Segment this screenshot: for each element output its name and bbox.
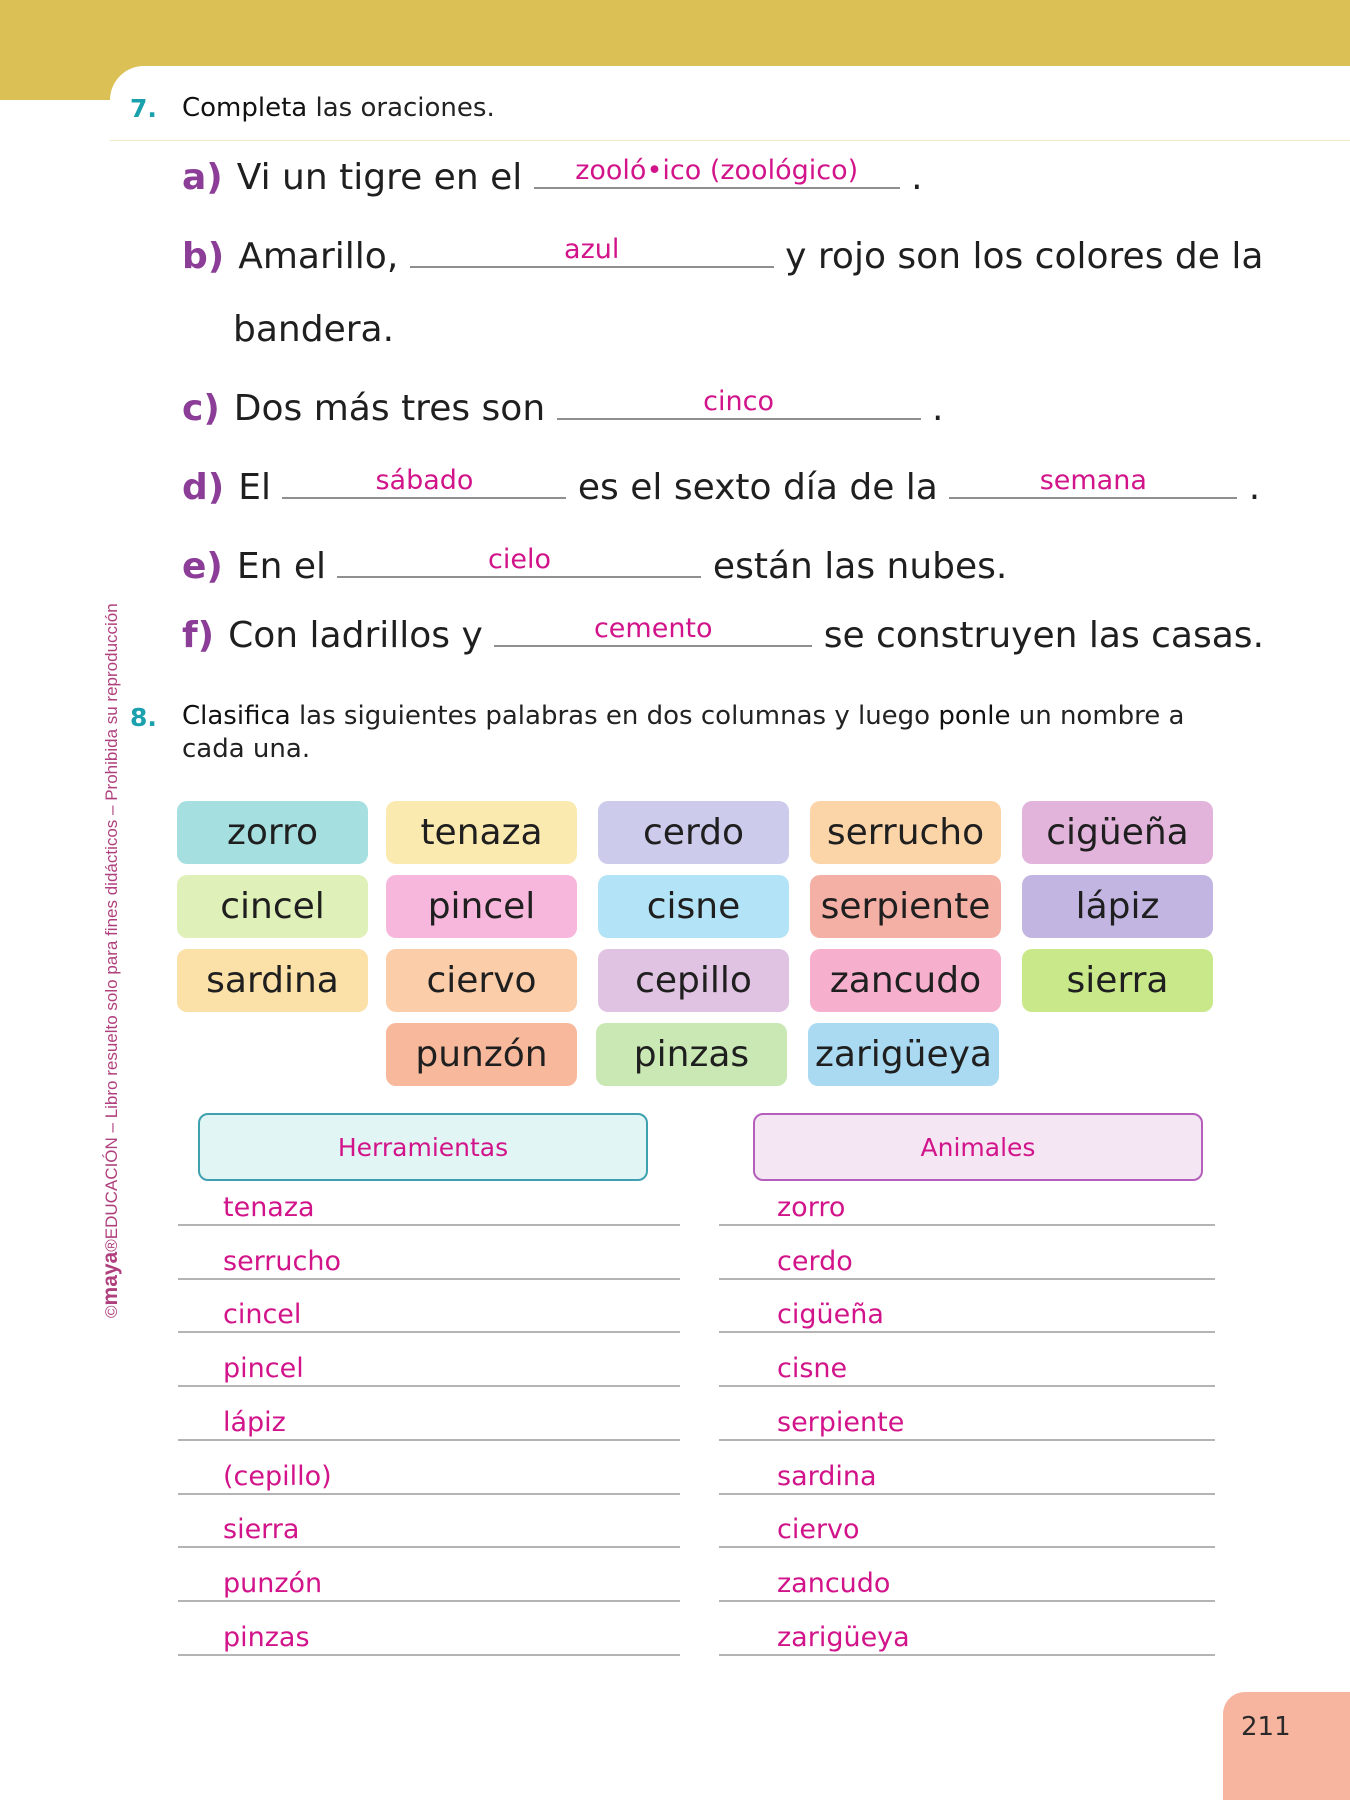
- item-label: f): [182, 615, 215, 656]
- sentence-text: se construyen las casas.: [812, 615, 1265, 656]
- q7-item-b: [182, 235, 1263, 279]
- answer-line[interactable]: [178, 1226, 680, 1280]
- word-chip: tenaza: [386, 801, 577, 864]
- word-chip: cepillo: [598, 949, 789, 1012]
- answer-line[interactable]: [178, 1441, 680, 1495]
- answer-text: ciervo: [777, 1514, 860, 1546]
- answer-text: serpiente: [777, 1406, 905, 1438]
- answer-text: sábado: [375, 465, 474, 496]
- answer-line[interactable]: [719, 1441, 1215, 1495]
- word-chip: zorro: [177, 801, 368, 864]
- answer-blank[interactable]: [494, 613, 812, 647]
- answer-line[interactable]: [178, 1548, 680, 1602]
- answer-text: zarigüeya: [777, 1621, 910, 1653]
- answer-text: lápiz: [223, 1406, 286, 1438]
- word-chip: serrucho: [810, 801, 1001, 864]
- word-chip: serpiente: [810, 875, 1001, 938]
- herramientas-header: Herramientas: [198, 1113, 648, 1181]
- word-chip: cerdo: [598, 801, 789, 864]
- word-chip: cigüeña: [1022, 801, 1213, 864]
- answer-line[interactable]: [178, 1602, 680, 1656]
- q8-instruction-text: las siguientes palabras en dos columnas y luego: [290, 701, 939, 731]
- sentence-text: .: [1237, 467, 1261, 508]
- q7-instruction-bold: Completa: [182, 93, 308, 123]
- sentence-text: Vi un tigre en el: [236, 157, 534, 198]
- q7-instruction-rest: las oraciones.: [307, 93, 495, 123]
- copyright-note: [99, 603, 123, 1318]
- page-number-tab: [1223, 1692, 1350, 1800]
- answer-line[interactable]: [178, 1387, 680, 1441]
- answer-line[interactable]: [178, 1333, 680, 1387]
- q7-item-c: [182, 387, 943, 431]
- answer-blank[interactable]: [949, 465, 1237, 499]
- answer-text: cincel: [223, 1299, 302, 1331]
- registered-symbol: ®: [102, 1239, 121, 1252]
- answer-text: sardina: [777, 1460, 877, 1492]
- answer-text: zooló•ico (zoológico): [575, 155, 859, 186]
- answer-blank[interactable]: [557, 386, 921, 420]
- item-label: b): [182, 236, 225, 277]
- q8-instruction-text: cada una.: [182, 734, 311, 764]
- q8-instruction-bold: Clasifica: [182, 701, 291, 731]
- answer-line[interactable]: [719, 1226, 1215, 1280]
- word-chip: zarigüeya: [808, 1023, 999, 1086]
- copyright-text: EDUCACIÓN – Libro resuelto solo para fines didácticos – Prohibida su reproducción: [102, 603, 121, 1240]
- word-chip: sierra: [1022, 949, 1213, 1012]
- answer-text: punzón: [223, 1567, 323, 1599]
- answer-text: cisne: [777, 1353, 848, 1385]
- answer-text: cigüeña: [777, 1299, 884, 1331]
- q8-number: 8.: [130, 703, 157, 732]
- sentence-text: y rojo son los colores de la: [773, 236, 1264, 277]
- brand-logo-text: maya: [99, 1251, 122, 1306]
- item-label: e): [182, 546, 223, 587]
- answer-blank[interactable]: [534, 155, 900, 189]
- answer-text: cemento: [593, 613, 713, 644]
- answer-blank[interactable]: [337, 544, 701, 578]
- answer-line[interactable]: [719, 1548, 1215, 1602]
- answer-text: semana: [1039, 465, 1147, 496]
- item-label: a): [182, 157, 223, 198]
- word-chip: zancudo: [810, 949, 1001, 1012]
- word-chip: cincel: [177, 875, 368, 938]
- answer-blank[interactable]: [282, 465, 566, 499]
- page-number: 211: [1241, 1712, 1291, 1742]
- q7-number: 7.: [130, 94, 157, 123]
- answer-blank[interactable]: [410, 234, 774, 268]
- answer-text: sierra: [223, 1514, 300, 1546]
- copyright-symbol: ©: [102, 1305, 121, 1318]
- sentence-text: Amarillo,: [238, 236, 410, 277]
- answer-text: azul: [564, 234, 620, 265]
- sentence-text: están las nubes.: [701, 546, 1008, 587]
- answer-line[interactable]: [719, 1494, 1215, 1548]
- sentence-text: Dos más tres son: [233, 388, 557, 429]
- word-chip: pincel: [386, 875, 577, 938]
- answer-line[interactable]: [719, 1279, 1215, 1333]
- answer-text: serrucho: [223, 1245, 341, 1277]
- q7-instruction: [182, 92, 495, 125]
- q7-item-e: [182, 545, 1007, 589]
- answer-text: (cepillo): [223, 1460, 332, 1492]
- sentence-text: El: [238, 467, 283, 508]
- sentence-text: .: [899, 157, 923, 198]
- answer-line[interactable]: [178, 1279, 680, 1333]
- answer-text: zancudo: [777, 1567, 891, 1599]
- item-label: d): [182, 467, 225, 508]
- answer-text: cinco: [703, 386, 774, 417]
- answer-line[interactable]: [719, 1172, 1215, 1226]
- sentence-text: es el sexto día de la: [566, 467, 950, 508]
- word-chip: lápiz: [1022, 875, 1213, 938]
- answer-line[interactable]: [178, 1494, 680, 1548]
- answer-text: cerdo: [777, 1245, 853, 1277]
- answer-line[interactable]: [178, 1172, 680, 1226]
- sentence-text: En el: [236, 546, 338, 587]
- q8-instruction: [182, 700, 1232, 766]
- answer-text: pincel: [223, 1353, 304, 1385]
- word-chip: punzón: [386, 1023, 577, 1086]
- q8-instruction-text: un nombre a: [1010, 701, 1185, 731]
- answer-text: pinzas: [223, 1621, 310, 1653]
- word-chip: cisne: [598, 875, 789, 938]
- answer-line[interactable]: [719, 1333, 1215, 1387]
- q7-item-b-continued: bandera.: [233, 309, 395, 350]
- answer-line[interactable]: [719, 1602, 1215, 1656]
- answer-text: tenaza: [223, 1192, 315, 1223]
- item-label: c): [182, 388, 220, 429]
- animales-header: Animales: [753, 1113, 1203, 1181]
- sentence-text: Con ladrillos y: [228, 615, 495, 656]
- word-chip: pinzas: [596, 1023, 787, 1086]
- answer-line[interactable]: [719, 1387, 1215, 1441]
- answer-text: zorro: [777, 1192, 846, 1223]
- q7-item-d: [182, 466, 1260, 510]
- q8-instruction-bold: ponle: [938, 701, 1011, 731]
- word-chip: ciervo: [386, 949, 577, 1012]
- word-chip: sardina: [177, 949, 368, 1012]
- q7-item-a: [182, 156, 923, 200]
- sentence-text: .: [920, 388, 944, 429]
- q7-item-f: [182, 614, 1264, 658]
- answer-text: cielo: [487, 544, 551, 575]
